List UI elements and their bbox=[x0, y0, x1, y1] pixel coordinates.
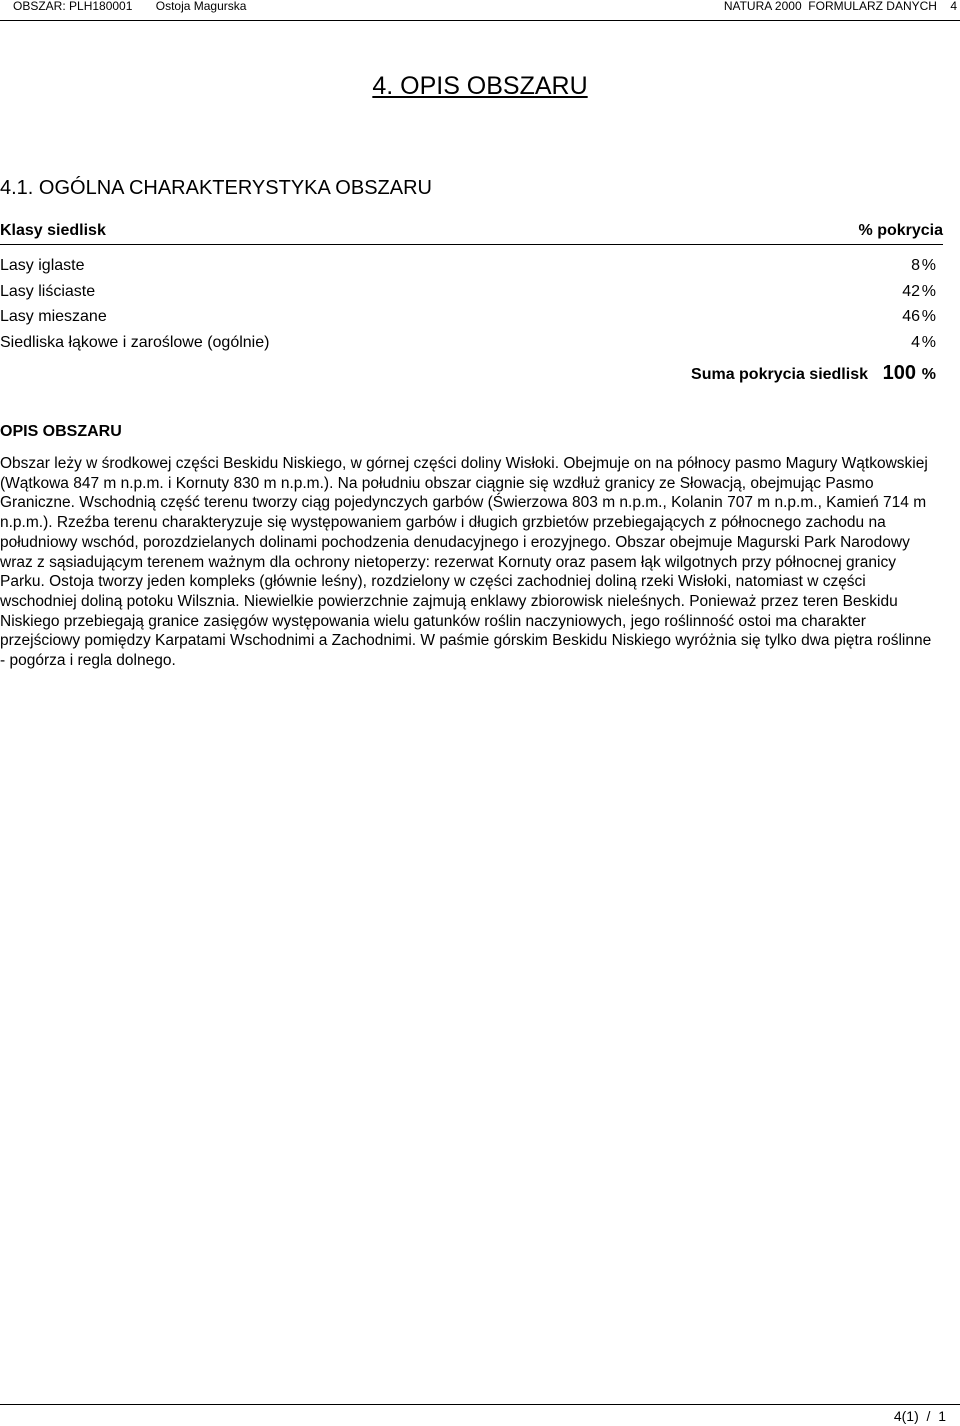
habitat-name: Siedliska łąkowe i zaroślowe (ogólnie) bbox=[0, 334, 270, 351]
habitat-class-header: Klasy siedlisk bbox=[0, 222, 106, 239]
habitat-unit: % bbox=[921, 308, 936, 325]
habitat-sum-row bbox=[0, 363, 936, 389]
habitat-row bbox=[0, 255, 936, 280]
habitat-cover-header: % pokrycia bbox=[858, 222, 943, 239]
habitat-row bbox=[0, 306, 936, 331]
habitat-unit: % bbox=[921, 334, 936, 351]
site-code: OBSZAR: PLH180001 bbox=[13, 0, 133, 13]
habitat-name: Lasy liściaste bbox=[0, 283, 96, 300]
habitat-name: Lasy iglaste bbox=[0, 257, 85, 274]
page-header bbox=[0, 0, 960, 21]
site-name: Ostoja Magurska bbox=[155, 0, 247, 13]
habitat-row bbox=[0, 332, 936, 357]
header-left bbox=[13, 0, 266, 13]
habitat-unit: % bbox=[921, 283, 936, 300]
habitat-value: 42 bbox=[902, 283, 920, 300]
habitat-row bbox=[0, 281, 936, 306]
sum-unit: % bbox=[921, 366, 936, 383]
footer-page-number: 4(1) / 1 bbox=[893, 1408, 946, 1424]
footer-divider bbox=[0, 1404, 960, 1405]
header-right bbox=[714, 0, 957, 13]
habitat-name: Lasy mieszane bbox=[0, 308, 107, 325]
header-page-number: 4 bbox=[950, 0, 957, 13]
sum-value: 100 bbox=[882, 362, 916, 384]
habitat-value: 4 bbox=[911, 334, 920, 351]
habitat-value: 8 bbox=[911, 257, 920, 274]
section-title: 4.1. OGÓLNA CHARAKTERYSTYKA OBSZARU bbox=[0, 177, 432, 199]
description-text: Obszar leży w środkowej części Beskidu Niskiego, w górnej części doliny Wisłoki. Obejmuje on na północy pasmo Magury Wątkowskiej (Wątkowa 847 m n.p.m. i Kornuty 830 m n.p.m.). Na południu obszar ciągnie się wzdłuż granicy ze Słowacją, obejmując Pasmo Graniczne. Wschodnią część terenu tworzy ciąg pojedynczych garbów (Świerzowa 803 m n.p.m., Kolanin 707 m n.p.m., Kamień 714 m n.p.m.). Rzeźba terenu charakteryzuje się występowaniem garbów i długich grzbietów przebiegających z północnego zachodu na południowy wschód, porozdzielanych dolinami pochodzenia denudacyjnego i erozyjnego. Obszar obejmuje Magurski Park Narodowy wraz z sąsiadującym terenem ważnym dla ochrony nietoperzy: rezerwat Kornuty oraz pasem łąk wilgotnych przy północnej granicy Parku. Ostoja tworzy jeden kompleks (głównie leśny), rozdzielony w części zachodniej doliną rzeki Wisłoki, natomiast w części wschodniej doliną potoku Wilsznia. Niewielkie powierzchnie zajmują enklawy zbiorowisk nieleśnych. Ponieważ przez teren Beskidu Niskiego przebiegają granice zasięgów występowania wielu gatunków roślin naczyniowych, jego roślinność ostoi ma charakter przejściowy pomiędzy Karpatami Wschodnimi a Zachodnimi. W paśmie górskim Beskidu Niskiego wyróżnia się tylko dwa piętra roślinne - pogórza i regla dolnego. bbox=[0, 455, 932, 670]
habitat-table-header bbox=[0, 220, 943, 245]
sum-label: Suma pokrycia siedlisk bbox=[691, 366, 868, 383]
habitat-unit: % bbox=[921, 257, 936, 274]
form-name: NATURA 2000 FORMULARZ DANYCH bbox=[723, 0, 937, 13]
description-title: OPIS OBSZARU bbox=[0, 423, 122, 440]
habitat-value: 46 bbox=[902, 308, 920, 325]
main-title: 4. OPIS OBSZARU bbox=[372, 72, 588, 100]
